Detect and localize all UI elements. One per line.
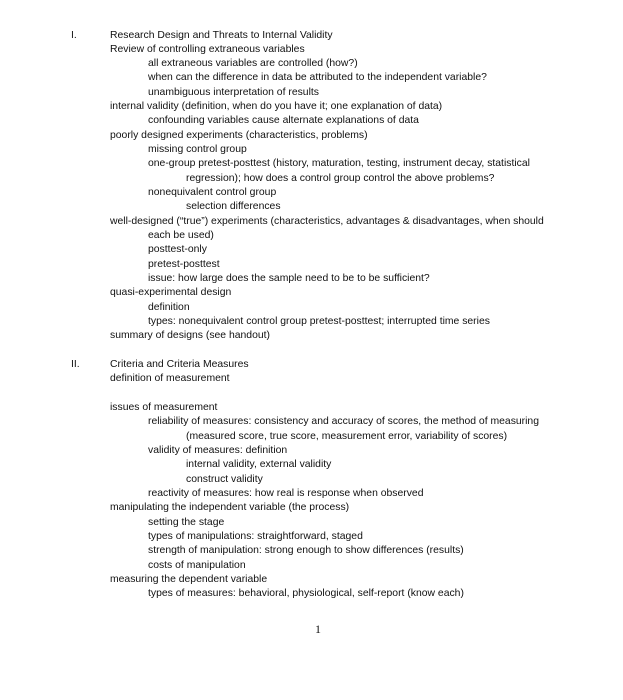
- outline-item-continued: each be used): [148, 230, 214, 241]
- outline-item: types: nonequivalent control group pretest-posttest; interrupted time series: [148, 316, 490, 327]
- outline-item: summary of designs (see handout): [110, 330, 270, 341]
- outline-item: posttest-only: [148, 244, 207, 255]
- outline-item: setting the stage: [148, 517, 225, 528]
- section-2-numeral: II.: [71, 359, 80, 370]
- section-2-title: Criteria and Criteria Measures: [110, 359, 249, 370]
- outline-item: internal validity (definition, when do you have it; one explanation of data): [110, 101, 443, 112]
- outline-item: definition of measurement: [110, 373, 230, 384]
- outline-item: types of manipulations: straightforward, staged: [148, 531, 363, 542]
- outline-item: reliability of measures: consistency and accuracy of scores, the method of measuring: [148, 416, 539, 427]
- outline-item: issue: how large does the sample need to be to be sufficient?: [148, 273, 430, 284]
- outline-item: costs of manipulation: [148, 560, 246, 571]
- outline-item: Review of controlling extraneous variables: [110, 44, 305, 55]
- outline-item: unambiguous interpretation of results: [148, 87, 319, 98]
- outline-item: nonequivalent control group: [148, 187, 277, 198]
- outline-item: one-group pretest-posttest (history, maturation, testing, instrument decay, statistical: [148, 158, 530, 169]
- outline-item: reactivity of measures: how real is response when observed: [148, 488, 424, 499]
- outline-item-continued: (measured score, true score, measurement error, variability of scores): [186, 431, 508, 442]
- outline-item: missing control group: [148, 144, 247, 155]
- outline-item: pretest-posttest: [148, 259, 220, 270]
- outline-item: well-designed (“true”) experiments (characteristics, advantages & disadvantages, when should: [110, 216, 544, 227]
- outline-item-continued: regression); how does a control group control the above problems?: [186, 173, 495, 184]
- outline-item: construct validity: [186, 474, 263, 485]
- section-1-numeral: I.: [71, 30, 77, 41]
- outline-item: internal validity, external validity: [186, 459, 332, 470]
- outline-item: quasi-experimental design: [110, 287, 232, 298]
- outline-item: validity of measures: definition: [148, 445, 288, 456]
- outline-item: issues of measurement: [110, 402, 218, 413]
- outline-item: definition: [148, 302, 190, 313]
- outline-item: selection differences: [186, 201, 281, 212]
- outline-item: manipulating the independent variable (the process): [110, 502, 350, 513]
- outline-item: types of measures: behavioral, physiological, self-report (know each): [148, 588, 464, 599]
- outline-item: measuring the dependent variable: [110, 574, 268, 585]
- section-1-title: Research Design and Threats to Internal Validity: [110, 30, 333, 41]
- outline-item: strength of manipulation: strong enough to show differences (results): [148, 545, 464, 556]
- outline-item: when can the difference in data be attributed to the independent variable?: [148, 72, 487, 83]
- page-number: 1: [315, 622, 321, 636]
- outline-item: all extraneous variables are controlled (how?): [148, 58, 358, 69]
- outline-item: poorly designed experiments (characteristics, problems): [110, 130, 368, 141]
- outline-item: confounding variables cause alternate explanations of data: [148, 115, 419, 126]
